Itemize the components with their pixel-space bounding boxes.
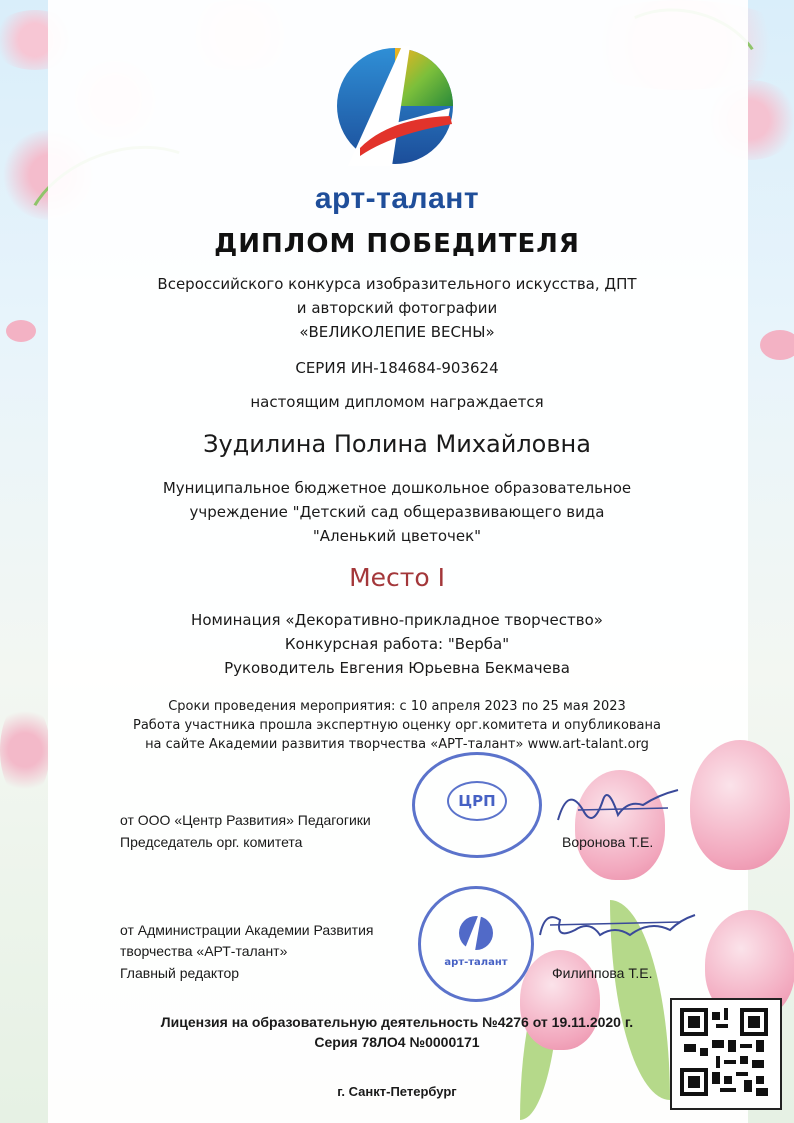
stamp-art-talant <box>418 886 534 1002</box>
brand-name: арт-талант <box>314 182 480 215</box>
series-number: СЕРИЯ ИН-184684-903624 <box>295 359 499 377</box>
nomination: Номинация «Декоративно-прикладное творчество» <box>191 611 603 629</box>
qr-code[interactable] <box>670 998 782 1110</box>
awarded-text: настоящим дипломом награждается <box>250 393 544 411</box>
license-text: Лицензия на образовательную деятельность №4276 от 19.11.2020 г. <box>160 1014 634 1030</box>
qr-code-icon <box>680 1008 768 1096</box>
signer-1-name: Воронова Т.Е. <box>562 834 654 850</box>
signer-2-org-line-1: от Администрации Академии Развития <box>120 922 374 938</box>
signer-1-org: от ООО «Центр Развития» Педагогики <box>120 812 371 828</box>
contest-line-2: и авторский фотографии <box>296 299 498 317</box>
signer-2-org-line-2: творчества «АРТ-талант» <box>120 943 288 959</box>
tulip-decoration <box>690 740 790 870</box>
org-line-2: учреждение "Детский сад общеразвивающего вида <box>189 503 605 521</box>
place-award: Место I <box>349 563 445 592</box>
contest-line-3: «ВЕЛИКОЛЕПИЕ ВЕСНЫ» <box>299 323 495 341</box>
recipient-name: Зудилина Полина Михайловна <box>203 430 591 458</box>
stamp-crp <box>412 752 542 858</box>
signer-1-role: Председатель орг. комитета <box>120 834 303 850</box>
stamp-logo-icon <box>456 913 496 953</box>
city: г. Санкт-Петербург <box>337 1084 457 1099</box>
supervisor: Руководитель Евгения Юрьевна Бекмачева <box>224 659 570 677</box>
contest-work: Конкурсная работа: "Верба" <box>284 635 510 653</box>
stamp-brand: арт-талант <box>444 957 508 968</box>
diploma-title: ДИПЛОМ ПОБЕДИТЕЛЯ <box>214 229 580 259</box>
stamp-crp-center: ЦРП <box>447 781 507 821</box>
signature-2 <box>530 900 700 960</box>
signer-2-name: Филиппова Т.Е. <box>552 965 653 981</box>
org-line-3: "Аленький цветочек" <box>312 527 482 545</box>
contest-line-1: Всероссийского конкурса изобразительного искусства, ДПТ <box>157 275 637 293</box>
org-line-1: Муниципальное бюджетное дошкольное образовательное <box>162 479 632 497</box>
signature-1 <box>548 780 688 840</box>
license-series: Серия 78ЛО4 №0000171 <box>314 1034 480 1050</box>
signer-2-role: Главный редактор <box>120 965 240 981</box>
art-talant-logo <box>330 38 460 168</box>
review-line-2: на сайте Академии развития творчества «АРТ-талант» www.art-talant.org <box>145 737 649 752</box>
review-line-1: Работа участника прошла экспертную оценку орг.комитета и опубликована <box>133 718 661 733</box>
event-dates: Сроки проведения мероприятия: с 10 апреля 2023 по 25 мая 2023 <box>168 699 626 714</box>
